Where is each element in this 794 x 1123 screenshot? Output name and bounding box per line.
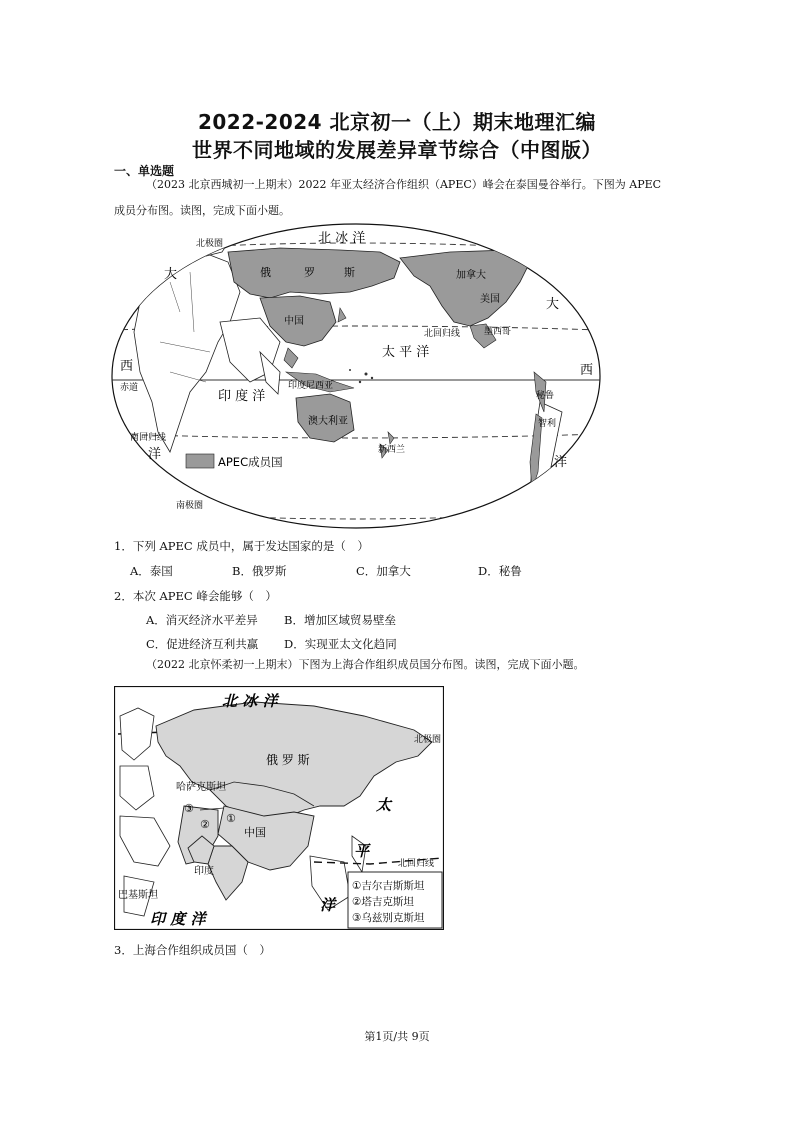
label-china: 中国 [244, 826, 266, 839]
label-usa: 美国 [480, 294, 500, 305]
label-tropic-capricorn: 南回归线 [130, 433, 167, 443]
q2-option-d[interactable]: D．实现亚太文化趋同 [284, 637, 397, 651]
label-antarctic-circle: 南极圈 [176, 501, 204, 511]
q1-stem: 1．下列 APEC 成员中，属于发达国家的是（ ） [114, 539, 369, 553]
label-mexico: 墨西哥 [484, 327, 512, 337]
q1-option-a[interactable]: A．泰国 [130, 564, 173, 578]
label-russia: 俄 罗 斯 [266, 753, 310, 767]
q2-option-c[interactable]: C．促进经济互利共赢 [146, 637, 259, 651]
marker-3: ③ [184, 802, 194, 815]
q3-stem: 3．上海合作组织成员国（ ） [114, 943, 271, 957]
label-australia: 澳大利亚 [308, 416, 348, 427]
label-kazakhstan: 哈萨克斯坦 [176, 782, 226, 793]
apec-world-map [110, 222, 602, 530]
label-yang-left: 洋 [148, 447, 162, 462]
legend-label: APEC成员国 [218, 455, 283, 469]
q1-option-c[interactable]: C．加拿大 [356, 564, 411, 578]
label-indonesia: 印度尼西亚 [288, 381, 334, 391]
label-arctic-ocean: 北 冰 洋 [318, 231, 366, 246]
page-footer: 第1页/共 9页 [364, 1030, 430, 1043]
legend-item-2: ②塔吉克斯坦 [352, 896, 414, 908]
q1-option-b[interactable]: B．俄罗斯 [232, 564, 287, 578]
passage2: （2022 北京怀柔初一上期末）下图为上海合作组织成员国分布图。读图，完成下面小题。 [146, 658, 585, 671]
q2-stem: 2．本次 APEC 峰会能够（ ） [114, 589, 277, 603]
label-indian-ocean: 印 度 洋 [218, 389, 266, 404]
label-india: 印度 [194, 866, 214, 877]
label-arctic-circle: 北极圈 [196, 239, 224, 249]
label-tai: 太 [376, 796, 392, 814]
passage1-line2: 成员分布图。读图，完成下面小题。 [114, 204, 290, 217]
marker-2: ② [200, 818, 210, 831]
label-da-left: 大 [164, 267, 178, 282]
sco-map [114, 686, 444, 930]
label-equator: 赤道 [120, 383, 139, 393]
q1-option-d[interactable]: D．秘鲁 [478, 564, 522, 578]
label-yang: 洋 [320, 896, 336, 914]
label-ping: 平 [354, 842, 370, 860]
passage1-line1: （2023 北京西城初一上期末）2022 年亚太经济合作组织（APEC）峰会在泰国曼谷举行。下图为 APEC [146, 178, 662, 191]
label-pacific-ocean: 太 平 洋 [382, 345, 430, 360]
label-indian-ocean: 印 度 洋 [150, 910, 206, 928]
label-arctic-ocean: 北 冰 洋 [222, 692, 278, 710]
document-title-line1: 2022-2024 北京初一（上）期末地理汇编 [197, 110, 597, 134]
label-pakistan: 巴基斯坦 [118, 890, 158, 901]
marker-1: ① [226, 812, 236, 825]
legend-swatch [186, 454, 214, 468]
legend-item-3: ③乌兹别克斯坦 [352, 912, 425, 924]
label-russia-3: 斯 [344, 266, 355, 279]
legend-item-1: ①吉尔吉斯斯坦 [352, 880, 425, 892]
label-xi-right: 西 [580, 363, 594, 378]
label-tropic-cancer: 北回归线 [398, 859, 435, 869]
label-xi-left: 西 [120, 359, 134, 374]
label-arctic-circle: 北极圈 [414, 735, 442, 745]
label-new-zealand: 新西兰 [378, 445, 406, 455]
q2-option-b[interactable]: B．增加区域贸易壁垒 [284, 613, 396, 627]
document-title-line2: 世界不同地域的发展差异章节综合（中图版） [192, 138, 602, 162]
q2-option-a[interactable]: A．消灭经济水平差异 [146, 613, 258, 627]
label-russia-1: 俄 [260, 266, 271, 279]
label-canada: 加拿大 [456, 270, 486, 281]
label-tropic-cancer: 北回归线 [424, 329, 461, 339]
label-china: 中国 [284, 316, 304, 327]
label-peru: 秘鲁 [536, 391, 555, 401]
label-chile: 智利 [538, 419, 557, 429]
label-da-right: 大 [546, 297, 560, 312]
label-russia-2: 罗 [304, 266, 315, 279]
label-yang-right: 洋 [554, 455, 568, 470]
section-label: 一、单选题 [114, 164, 175, 178]
